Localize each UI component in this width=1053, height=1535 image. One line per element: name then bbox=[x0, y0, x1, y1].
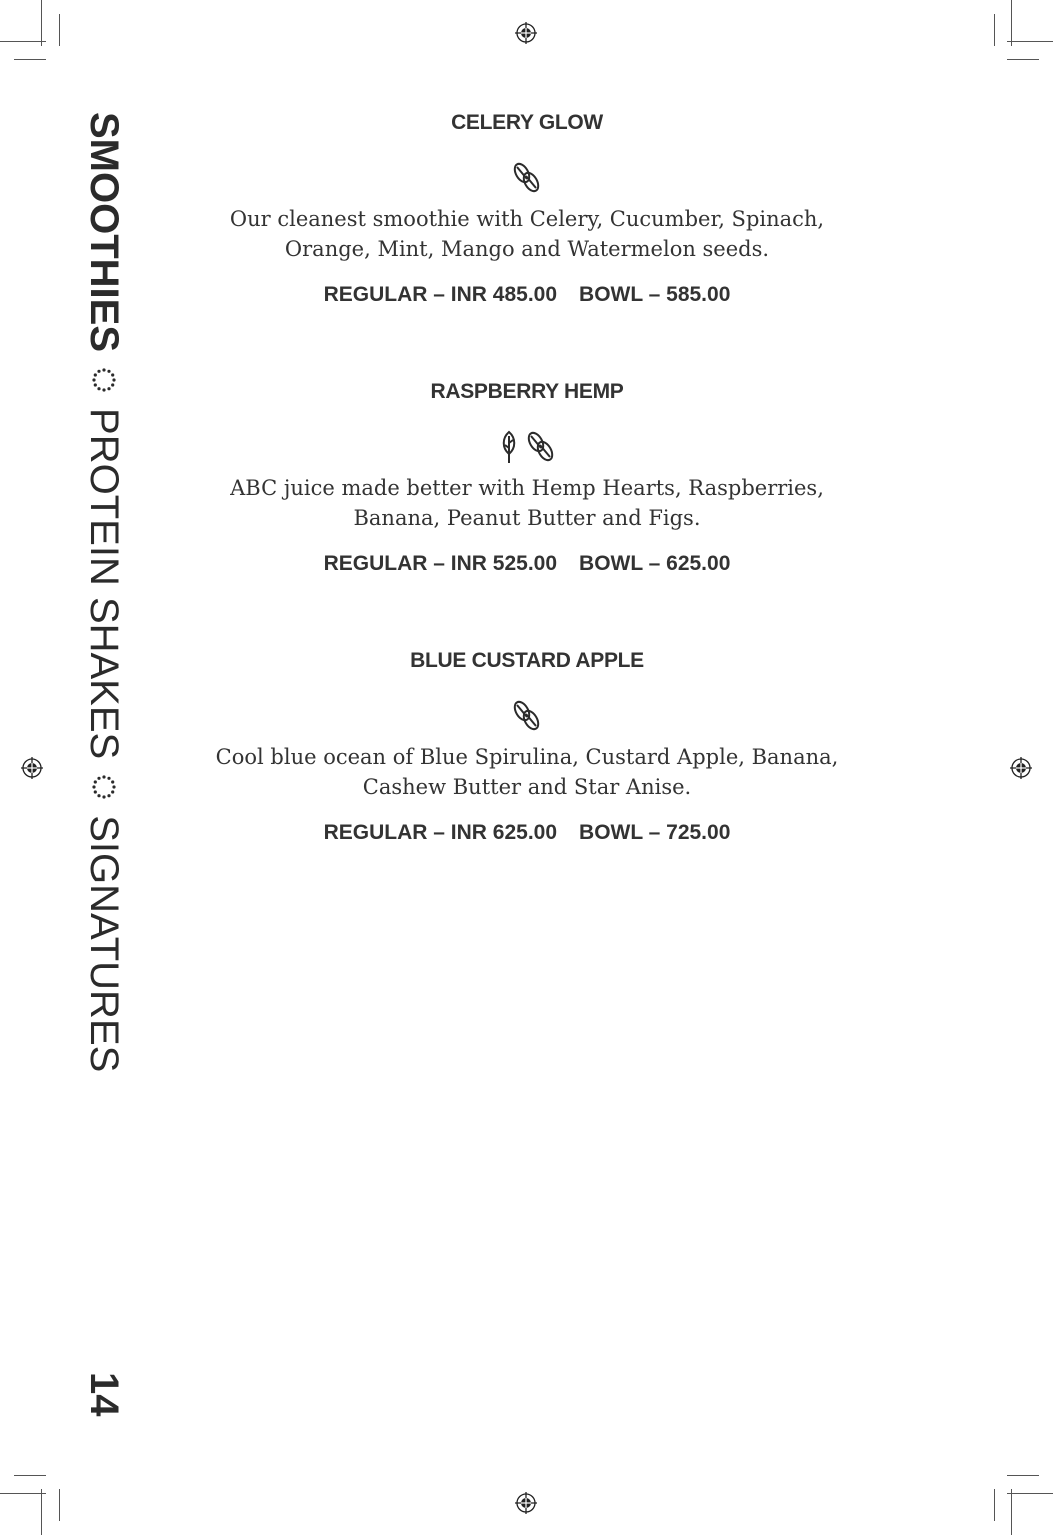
side-section-tab bbox=[79, 112, 129, 1312]
price-bowl: BOWL – 625.00 bbox=[579, 552, 731, 575]
crop-mark bbox=[0, 1493, 46, 1494]
registration-mark-icon bbox=[21, 757, 43, 779]
menu-item bbox=[200, 644, 854, 850]
menu-item bbox=[200, 375, 854, 581]
item-title: RASPBERRY HEMP bbox=[430, 380, 624, 403]
item-price bbox=[200, 547, 854, 581]
menu-item bbox=[200, 106, 854, 312]
price-regular: REGULAR – INR 485.00 bbox=[323, 283, 558, 306]
seeds-icon bbox=[512, 699, 542, 733]
crop-mark bbox=[59, 14, 60, 46]
registration-mark-icon bbox=[515, 22, 537, 44]
seeds-icon bbox=[526, 430, 556, 464]
item-price bbox=[200, 278, 854, 312]
registration-mark-icon bbox=[1010, 757, 1032, 779]
item-icons bbox=[200, 425, 854, 469]
crop-mark bbox=[1007, 1475, 1039, 1476]
dotted-circle-icon bbox=[92, 775, 116, 799]
menu-item-list bbox=[200, 106, 854, 913]
item-icons bbox=[200, 694, 854, 738]
crop-mark bbox=[1011, 1489, 1012, 1535]
page-number bbox=[79, 1372, 129, 1422]
item-description: Our cleanest smoothie with Celery, Cucumber, Spinach, Orange, Mint, Mango and Watermelon seeds. bbox=[229, 207, 825, 261]
item-icons bbox=[200, 156, 854, 200]
side-tab-smoothies: SMOOTHIES bbox=[82, 112, 126, 353]
item-title: BLUE CUSTARD APPLE bbox=[410, 649, 644, 672]
item-title: CELERY GLOW bbox=[451, 111, 603, 134]
crop-mark bbox=[1007, 59, 1039, 60]
seeds-icon bbox=[512, 161, 542, 195]
crop-mark bbox=[1007, 1493, 1053, 1494]
price-bowl: BOWL – 725.00 bbox=[579, 821, 731, 844]
crop-mark bbox=[41, 0, 42, 46]
dotted-circle-icon bbox=[92, 368, 116, 392]
crop-mark bbox=[14, 59, 46, 60]
crop-mark bbox=[41, 1489, 42, 1535]
item-price bbox=[200, 816, 854, 850]
crop-mark bbox=[994, 1489, 995, 1521]
registration-mark-icon bbox=[515, 1492, 537, 1514]
price-bowl: BOWL – 585.00 bbox=[579, 283, 731, 306]
crop-mark bbox=[1011, 0, 1012, 46]
crop-mark bbox=[14, 1475, 46, 1476]
crop-mark bbox=[994, 14, 995, 46]
crop-mark bbox=[1007, 41, 1053, 42]
side-tab-protein-shakes: PROTEIN SHAKES bbox=[82, 408, 126, 760]
item-description: Cool blue ocean of Blue Spirulina, Custard Apple, Banana, Cashew Butter and Star Anise. bbox=[215, 745, 839, 799]
leaf-icon bbox=[498, 430, 520, 464]
crop-mark bbox=[59, 1489, 60, 1521]
item-description: ABC juice made better with Hemp Hearts, Raspberries, Banana, Peanut Butter and Figs. bbox=[230, 476, 824, 530]
crop-mark bbox=[0, 41, 46, 42]
page-number-text: 14 bbox=[82, 1372, 126, 1417]
price-regular: REGULAR – INR 625.00 bbox=[323, 821, 558, 844]
side-tab-signatures: SIGNATURES bbox=[82, 815, 126, 1073]
price-regular: REGULAR – INR 525.00 bbox=[323, 552, 558, 575]
